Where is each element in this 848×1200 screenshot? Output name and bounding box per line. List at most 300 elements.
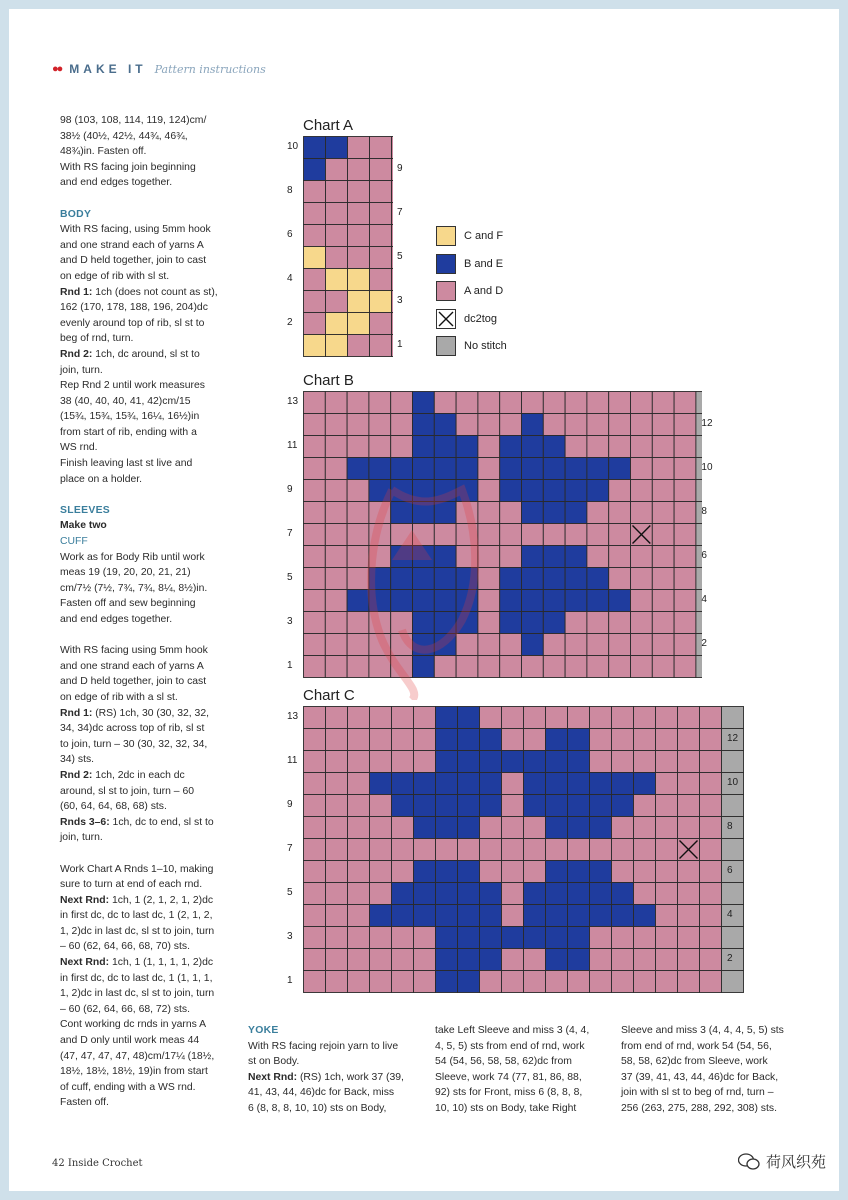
chart-cell [304, 861, 326, 883]
cat-watermark-icon [352, 470, 502, 700]
chart-cell [304, 905, 326, 927]
chart-cell [696, 392, 702, 414]
chart-cell [369, 436, 391, 458]
chart-cell [634, 773, 656, 795]
chart-cell [502, 751, 524, 773]
chart-cell [326, 181, 348, 203]
chart-cell [656, 971, 678, 993]
row-number-right: 6 [727, 865, 733, 876]
chart-cell [700, 883, 722, 905]
chart-cell [370, 203, 392, 225]
chart-cell [502, 729, 524, 751]
chart-cell [652, 458, 674, 480]
bold-label: Rnd 1: [60, 707, 93, 719]
legend-label: dc2tog [464, 312, 498, 325]
chart-cell [587, 656, 609, 678]
text-line: Rnd 2: 1ch, 2dc in each dc [60, 769, 185, 781]
text-line: st on Body. [248, 1056, 300, 1068]
chart-cell [500, 612, 522, 634]
chart-cell [678, 927, 700, 949]
row-number-right: 6 [701, 550, 707, 561]
chart-cell [722, 839, 744, 861]
chart-cell [565, 634, 587, 656]
chart-cell [587, 436, 609, 458]
legend-label: C and F [464, 230, 504, 242]
chart-cell [609, 568, 631, 590]
chart-cell [480, 795, 502, 817]
chart-cell [565, 590, 587, 612]
chart-cell [304, 839, 326, 861]
text-line: Sleeve and miss 3 (4, 4, 4, 5, 5) sts [621, 1025, 784, 1036]
chart-cell [678, 971, 700, 993]
chart-cell [568, 707, 590, 729]
chart-cell [500, 568, 522, 590]
chart-cell [304, 883, 326, 905]
chart-cell [587, 634, 609, 656]
chart-cell [631, 568, 653, 590]
chart-cell [678, 905, 700, 927]
chart-cell [546, 729, 568, 751]
chart-cell [370, 291, 392, 313]
chart-cell [700, 949, 722, 971]
chart-cell [502, 707, 524, 729]
bold-label: Next Rnd: [60, 957, 110, 969]
header-subtitle: Pattern instructions [154, 62, 266, 76]
chart-cell [674, 480, 696, 502]
chart-cell [634, 707, 656, 729]
chart-cell [652, 392, 674, 414]
chart-cell [304, 612, 326, 634]
chart-cell [634, 971, 656, 993]
chart-cell [458, 927, 480, 949]
text-line: take Left Sleeve and miss 3 (4, 4, [435, 1025, 590, 1036]
chart-cell [348, 839, 370, 861]
chart-cell [480, 905, 502, 927]
chart-cell [502, 861, 524, 883]
legend-swatch [436, 336, 456, 356]
chart-cell [304, 773, 326, 795]
chart-cell [502, 927, 524, 949]
chart-cell [568, 905, 590, 927]
chart-cell [414, 861, 436, 883]
chart-cell [568, 839, 590, 861]
text-line: place on a holder. [60, 473, 143, 485]
chart-cell [500, 634, 522, 656]
chart-cell [587, 612, 609, 634]
chart-cell [480, 861, 502, 883]
chart-cell [370, 707, 392, 729]
chart-cell [612, 817, 634, 839]
row-number-right: 9 [397, 163, 403, 174]
chart-cell [478, 414, 500, 436]
chart-cell [480, 817, 502, 839]
chart-cell [458, 751, 480, 773]
text-line: 18½, 18½, 18½, 19)in from start [60, 1066, 208, 1078]
chart-cell [524, 861, 546, 883]
spacer [60, 487, 240, 503]
chart-cell [631, 612, 653, 634]
chart-cell [370, 795, 392, 817]
chart-cell [587, 458, 609, 480]
chart-cell [722, 971, 744, 993]
text-line: Work as for Body Rib until work [60, 551, 205, 563]
chart-cell [631, 634, 653, 656]
chart-cell [348, 729, 370, 751]
text-line: Rnd 1: 1ch (does not count as st), [60, 286, 218, 298]
text-line: – 60 (62, 64, 66, 68, 72) sts. [60, 1003, 190, 1015]
chart-cell [326, 971, 348, 993]
chart-cell [304, 313, 326, 335]
chart-cell [652, 502, 674, 524]
chart-cell [609, 458, 631, 480]
chart-cell [522, 590, 544, 612]
chart-cell [546, 707, 568, 729]
chart-cell [500, 590, 522, 612]
chart-cell [392, 707, 414, 729]
legend-label: A and D [464, 285, 504, 297]
chart-cell [722, 751, 744, 773]
chart-cell [700, 861, 722, 883]
chart-cell [590, 817, 612, 839]
chart-cell [565, 480, 587, 502]
instructions-left-column [60, 113, 240, 1111]
text-line: join, turn. [60, 832, 103, 844]
chart-cell [634, 751, 656, 773]
chart-cell [674, 458, 696, 480]
chart-cell [612, 773, 634, 795]
text-line: and D held together, join to cast [60, 255, 207, 267]
text-line: – 60 (62, 64, 66, 68, 70) sts. [60, 941, 190, 953]
text-line: Finish leaving last st live and [60, 458, 193, 470]
chart-cell [524, 817, 546, 839]
chart-cell [524, 883, 546, 905]
chart-cell [347, 436, 369, 458]
chart-cell [348, 905, 370, 927]
chart-cell [634, 839, 656, 861]
chart-cell [568, 795, 590, 817]
chart-cell [348, 751, 370, 773]
chart-cell [326, 137, 348, 159]
text-line: Rnd 2: 1ch, dc around, sl st to [60, 348, 200, 360]
chart-cell [678, 817, 700, 839]
chart-cell [722, 927, 744, 949]
chart-cell [700, 839, 722, 861]
chart-cell [480, 949, 502, 971]
chart-cell [458, 817, 480, 839]
chart-cell [436, 971, 458, 993]
chart-cell [631, 502, 653, 524]
chart-cell [696, 436, 702, 458]
chart-cell [700, 751, 722, 773]
chart-cell [524, 949, 546, 971]
spacer [60, 191, 240, 207]
chart-cell [590, 927, 612, 949]
chart-cell [304, 949, 326, 971]
chart-cell [700, 971, 722, 993]
chart-cell [500, 436, 522, 458]
chart-cell [348, 861, 370, 883]
chart-cell [304, 971, 326, 993]
chart-cell [413, 392, 435, 414]
chart-cell [678, 773, 700, 795]
chart-cell [565, 612, 587, 634]
chart-cell [348, 137, 370, 159]
chart-cell [369, 414, 391, 436]
chart-cell [326, 861, 348, 883]
chart-cell [609, 612, 631, 634]
text-line: 54 (54, 56, 58, 58, 62)dc from [435, 1056, 572, 1068]
chart-cell [392, 971, 414, 993]
chart-cell [392, 949, 414, 971]
chart-cell [325, 546, 347, 568]
legend-swatch [436, 226, 456, 246]
chart-cell [652, 436, 674, 458]
chart-cell [414, 773, 436, 795]
chart-cell [522, 502, 544, 524]
chart-cell [458, 773, 480, 795]
chart-cell [370, 839, 392, 861]
cross-icon [437, 310, 455, 328]
legend-swatch [436, 281, 456, 301]
chart-cell [325, 524, 347, 546]
text-line: and one strand each of yarns A [60, 239, 204, 251]
bold-label: Next Rnd: [60, 894, 110, 906]
text-line: Rep Rnd 2 until work measures [60, 380, 205, 392]
chart-cell [414, 949, 436, 971]
chart-cell [612, 795, 634, 817]
chart-cell [587, 546, 609, 568]
text-line: join, turn. [60, 364, 103, 376]
text-line: Rnd 1: (RS) 1ch, 30 (30, 32, 32, [60, 707, 209, 719]
chart-cell [522, 524, 544, 546]
chart-cell [543, 480, 565, 502]
text-line: 38 (40, 40, 40, 41, 42)cm/15 [60, 395, 191, 407]
chart-cell [500, 656, 522, 678]
chart-b-title: Chart B [303, 372, 354, 389]
chart-cell [522, 458, 544, 480]
chart-cell [522, 612, 544, 634]
text-line: 58, 58, 62)dc from Sleeve, work [621, 1056, 768, 1068]
chart-cell [304, 817, 326, 839]
chart-cell [590, 839, 612, 861]
chart-cell [674, 524, 696, 546]
chart-cell [590, 861, 612, 883]
chart-cell [609, 436, 631, 458]
text-line: 4, 5, 5) sts from end of rnd, work [435, 1040, 585, 1052]
chart-cell [612, 971, 634, 993]
chart-cell [326, 839, 348, 861]
chart-cell [590, 707, 612, 729]
chart-cell [325, 436, 347, 458]
chart-cell [325, 590, 347, 612]
chart-cell [392, 751, 414, 773]
chart-cell [391, 392, 413, 414]
chart-cell [590, 729, 612, 751]
chart-cell [458, 729, 480, 751]
chart-cell [392, 861, 414, 883]
chart-cell [370, 225, 392, 247]
chart-cell [304, 414, 326, 436]
chart-cell [434, 436, 456, 458]
chart-cell [565, 458, 587, 480]
chart-cell [590, 773, 612, 795]
page-footer: 42 Inside Crochet [52, 1158, 143, 1169]
chart-cell [568, 773, 590, 795]
chart-cell [524, 795, 546, 817]
row-number-right: 3 [397, 295, 403, 306]
row-number-right: 5 [397, 251, 403, 262]
chart-cell [700, 817, 722, 839]
chart-cell [414, 707, 436, 729]
chart-cell [304, 458, 326, 480]
chart-cell [634, 905, 656, 927]
chart-cell [392, 247, 394, 269]
chart-cell [370, 883, 392, 905]
chart-cell [656, 949, 678, 971]
chart-a-title: Chart A [303, 117, 354, 134]
chart-cell [609, 502, 631, 524]
chart-cell [502, 949, 524, 971]
chart-cell [370, 729, 392, 751]
bold-label: Rnd 2: [60, 769, 93, 781]
chart-cell [304, 203, 326, 225]
chart-cell [546, 971, 568, 993]
chart-cell [326, 313, 348, 335]
chart-cell [436, 773, 458, 795]
chart-cell [631, 458, 653, 480]
chart-cell [609, 524, 631, 546]
chart-cell [590, 795, 612, 817]
chart-cell [414, 927, 436, 949]
chart-cell [480, 883, 502, 905]
chart-cell [612, 905, 634, 927]
chart-cell [522, 480, 544, 502]
chart-cell [500, 480, 522, 502]
row-number-left: 9 [287, 484, 293, 495]
chart-cell [304, 291, 326, 313]
text-line: of cuff, ending with a WS rnd. [60, 1081, 196, 1093]
legend-swatch [436, 309, 456, 329]
text-line: join with sl st to beg of rnd, turn – [621, 1087, 774, 1099]
chart-cell [370, 751, 392, 773]
chart-cell [696, 656, 702, 678]
chart-cell [568, 883, 590, 905]
chart-cell [656, 839, 678, 861]
chart-cell [565, 392, 587, 414]
chart-cell [678, 751, 700, 773]
chart-cell [348, 225, 370, 247]
chart-cell [609, 546, 631, 568]
chart-cell [656, 883, 678, 905]
chart-cell [326, 335, 348, 357]
chart-cell [392, 905, 414, 927]
chart-cell [304, 707, 326, 729]
row-number-left: 3 [287, 931, 293, 942]
chart-cell [700, 729, 722, 751]
yoke-column-2 [435, 1023, 615, 1117]
text-line: 1, 2)dc in last dc, sl st to join, turn [60, 988, 215, 1000]
chart-cell [456, 436, 478, 458]
chart-cell [392, 313, 394, 335]
chart-cell [674, 568, 696, 590]
chart-cell [348, 795, 370, 817]
chart-c-grid [303, 706, 746, 996]
chart-cell [587, 502, 609, 524]
text-line: and end edges together. [60, 614, 173, 625]
chart-cell [304, 436, 326, 458]
chart-cell [634, 861, 656, 883]
chart-cell [522, 656, 544, 678]
row-number-right: 2 [727, 953, 733, 964]
chart-cell [652, 634, 674, 656]
chart-cell [326, 927, 348, 949]
spacer [60, 846, 240, 862]
chart-cell [696, 612, 702, 634]
chart-cell [480, 927, 502, 949]
chart-cell [480, 839, 502, 861]
chart-cell [612, 949, 634, 971]
chart-cell [304, 656, 326, 678]
chart-cell [348, 927, 370, 949]
chart-cell [568, 729, 590, 751]
chart-c-title: Chart C [303, 687, 355, 704]
chart-cell [700, 773, 722, 795]
chart-cell [325, 458, 347, 480]
chart-cell [522, 392, 544, 414]
chart-cell [656, 729, 678, 751]
text-line: 48¾)in. Fasten off. [60, 146, 147, 158]
chart-cell [348, 773, 370, 795]
chart-cell [436, 861, 458, 883]
chart-cell [674, 546, 696, 568]
chart-cell [348, 203, 370, 225]
brand-footer [738, 1151, 826, 1172]
chart-cell [325, 634, 347, 656]
chart-cell [565, 436, 587, 458]
chart-cell [436, 883, 458, 905]
row-number-right: 7 [397, 207, 403, 218]
chart-cell [612, 861, 634, 883]
chart-cell [392, 203, 394, 225]
chart-cell [500, 524, 522, 546]
chart-cell [674, 502, 696, 524]
text-line: Sleeve, work 74 (77, 81, 86, 88, [435, 1071, 582, 1083]
chart-cell [348, 269, 370, 291]
chart-cell [480, 971, 502, 993]
text-line: and D held together, join to cast [60, 676, 207, 688]
row-number-right: 2 [701, 638, 707, 649]
text-line: 34) sts. [60, 754, 95, 766]
chart-cell [458, 883, 480, 905]
chart-cell [656, 773, 678, 795]
text-line: 41, 43, 44, 46)dc for Back, miss [248, 1087, 395, 1099]
chart-cell [392, 883, 414, 905]
text-line: 34, 34)dc across top of rib, sl st [60, 723, 205, 735]
chart-cell [348, 181, 370, 203]
chat-icon [738, 1153, 760, 1171]
text-line: and one strand each of yarns A [60, 660, 204, 672]
chart-cell [631, 436, 653, 458]
chart-cell [524, 927, 546, 949]
yoke-column-3 [621, 1023, 801, 1117]
chart-cell [546, 861, 568, 883]
chart-cell [590, 905, 612, 927]
text-line: 256 (263, 275, 288, 292, 308) sts. [621, 1102, 777, 1114]
chart-cell [325, 656, 347, 678]
chart-cell [612, 707, 634, 729]
chart-cell [524, 839, 546, 861]
row-number-left: 2 [287, 317, 293, 328]
